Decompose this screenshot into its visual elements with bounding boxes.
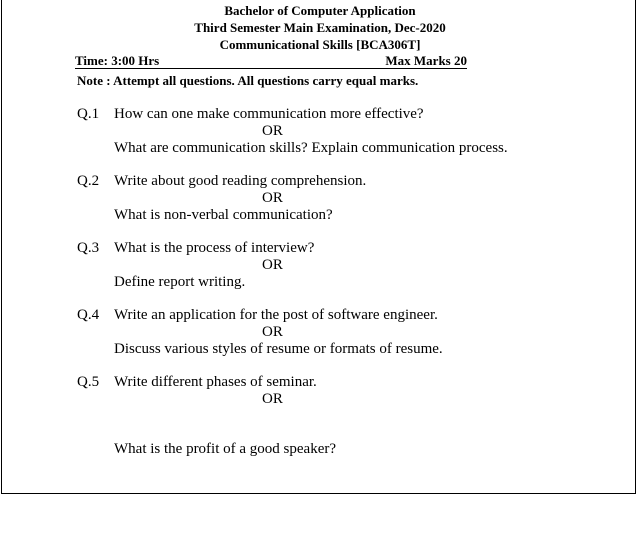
question-alternative: Discuss various styles of resume or formats of resume. <box>114 341 443 357</box>
question-text: Write about good reading comprehension. <box>114 173 367 189</box>
question-number: Q.4 <box>77 307 100 323</box>
question-alternative: What is the profit of a good speaker? <box>114 441 337 457</box>
question-alternative: Define report writing. <box>114 274 246 290</box>
question-alternative: What is non-verbal communication? <box>114 207 333 223</box>
question-text: Write different phases of seminar. <box>114 374 317 390</box>
or-separator: OR <box>262 391 283 407</box>
question-number: Q.3 <box>77 240 100 256</box>
question-number: Q.1 <box>77 106 100 122</box>
or-separator: OR <box>262 324 283 340</box>
max-marks-label: Max Marks 20 <box>385 53 467 68</box>
question-number: Q.2 <box>77 173 100 189</box>
exam-meta-row <box>75 53 467 69</box>
question-text: How can one make communication more effective? <box>114 106 424 122</box>
or-separator: OR <box>262 257 283 273</box>
or-separator: OR <box>262 190 283 206</box>
program-title: Bachelor of Computer Application <box>224 3 416 18</box>
question-number: Q.5 <box>77 374 100 390</box>
or-separator: OR <box>262 123 283 139</box>
time-label: Time: 3:00 Hrs <box>75 53 160 68</box>
question-alternative: What are communication skills? Explain communication process. <box>114 140 508 156</box>
subject-title: Communicational Skills [BCA306T] <box>219 37 421 52</box>
question-text: What is the process of interview? <box>114 240 315 256</box>
instructions-note: Note : Attempt all questions. All questions carry equal marks. <box>77 73 419 88</box>
exam-title: Third Semester Main Examination, Dec-2020 <box>194 20 446 35</box>
question-text: Write an application for the post of software engineer. <box>114 307 438 323</box>
